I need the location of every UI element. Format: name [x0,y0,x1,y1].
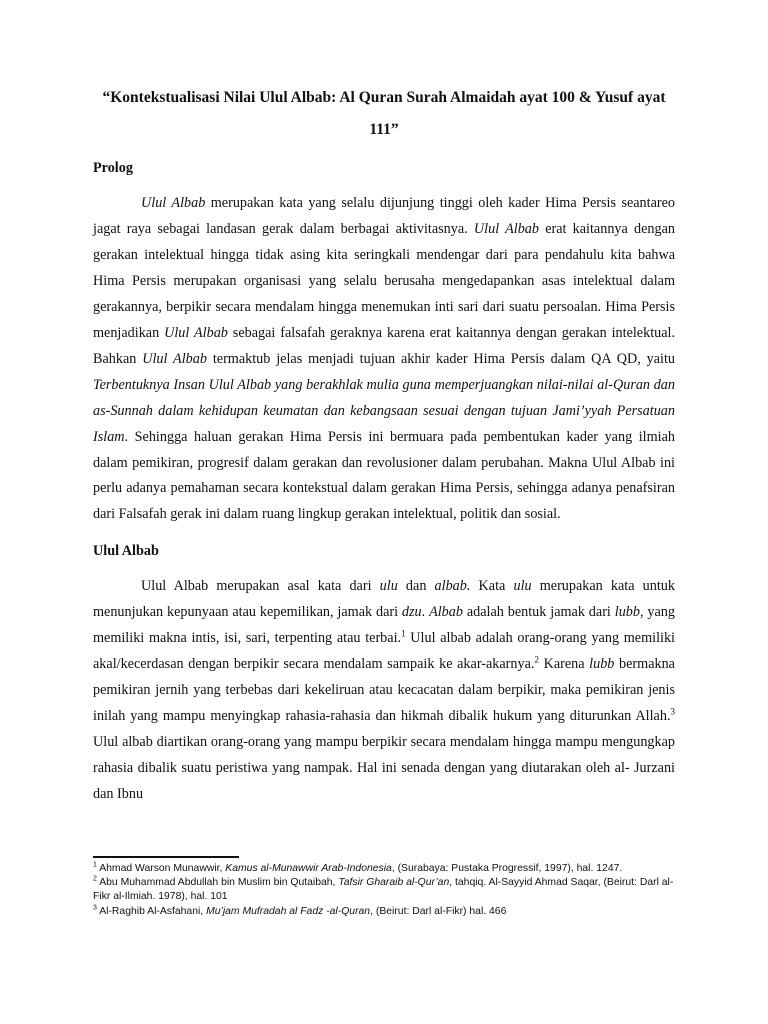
text-run: dan [397,578,435,595]
footnote-separator [93,856,239,858]
text-run: , yang memiliki makna intis, isi, sari, terpenting atau terbai. [93,604,675,647]
footnote-ref: 1 [93,861,97,869]
italic-text: albab. [434,578,471,595]
italic-text: Kamus al-Munawwir Arab-Indonesia [225,863,392,874]
italic-text: lubb [614,604,640,621]
text-run: , (Surabaya: Pustaka Progressif, 1997), hal. 1247. [391,863,623,874]
text-run: sebagai falsafah geraknya karena erat kaitannya dengan gerakan intelektual. Bahkan [93,324,676,367]
document-title: “Kontekstualisasi Nilai Ulul Albab: Al Quran Surah Almaidah ayat 100 & Yusuf ayat 111” [102,89,666,138]
italic-text: Mu’jam Mufradah al Fadz -al-Quran [206,905,371,917]
footnote-ref: 3 [670,706,675,717]
italic-text: Albab [429,604,463,621]
text-run: Ulul Albab merupakan asal kata dari [141,578,380,595]
footnote-ref: 3 [93,904,97,912]
text-run: Kata [470,578,514,595]
text-run: Ulul albab diartikan orang-orang yang mampu berpikir secara mendalam hingga mampu mengungkap rahasia dibalik suatu peristiwa yang nampak. Hal ini senada dengan yang diutarakan oleh al- Jurzani dan Ibnu [93,734,675,803]
text-run: Ahmad Warson Munawwir, [96,863,226,874]
italic-text: Terbentuknya Insan Ulul Albab yang berakhlak mulia guna memperjuangkan nilai-nilai al-Quran dan as-Sunnah dalam kehidupan keumatan dan kebangsaan sesuai dengan tujuan Jami’yyah Persatuan Islam [93,376,675,445]
paragraph-prolog [93,191,675,528]
document-page [93,82,675,808]
italic-text: lubb [589,656,615,673]
footnote-ref: 2 [534,654,539,665]
text-run: , tahqiq. Al-Sayyid Ahmad Saqar, (Beirut: Darl al-Fikr al-Ilmiah. 1978), hal. 101 [93,877,674,903]
italic-text: Ulul Albab [141,195,206,211]
footnote-ref: 2 [93,875,97,883]
section-heading-ulul-albab: Ulul Albab [93,543,159,560]
text-run: , (Beirut: Darl al-Fikr) hal. 466 [370,905,507,917]
text-run: termaktub jelas menjadi tujuan akhir kader Hima Persis dalam QA QD, yaitu [206,350,675,367]
footnote-ref: 1 [401,628,406,639]
text-run: merupakan kata yang selalu dijunjung tinggi oleh kader Hima Persis seantareo jagat raya sebagai landasan gerak dalam berbagai aktivitasnya. [93,195,676,237]
text-run: merupakan kata untuk menunjukan kepunyaan atau kepemilikan, jamak dari [93,578,675,621]
italic-text: dzu [401,604,422,621]
italic-text: Ulul Albab [473,220,539,237]
italic-text: ulu [513,578,532,595]
text-run: bermakna pemikiran jernih yang terbebas dari kekeliruan atau kecacatan dalam berpikir, maka pemikiran jenis inilah yang mampu menyingkap rahasia-rahasia dan hikmah dibalik hukum yang diturunkan Allah. [93,656,675,725]
text-run: . Sehingga haluan gerakan Hima Persis ini bermuara pada pembentukan kader yang ilmiah dalam pemikiran, progresif dalam gerakan dan revolusioner dalam perubahan. Makna Ulul Albab ini perlu adanya pemahaman secara kontekstual dalam gerakan Hima Persis, sehingga adanya penafsiran dari Falsafah gerak ini dalam ruang lingkup gerakan intelektual, politik dan sosial. [93,428,675,523]
italic-text: ulu [379,578,398,595]
text-run: adalah bentuk jamak dari [462,604,615,621]
paragraph-ulul-albab [93,574,675,808]
section-heading-prolog: Prolog [93,160,133,176]
footnote-3 [93,905,675,919]
footnote-1 [93,862,675,876]
footnotes [93,856,675,919]
text-run: Abu Muhammad Abdullah bin Muslim bin Qutaibah, [96,877,339,889]
footnote-2 [93,876,675,904]
text-run: erat kaitannya dengan gerakan intelektual hingga tidak asing kita seringkali mendengar dari para pendahulu kita bahwa Hima Persis merupakan organisasi yang selalu berusaha mengedapankan asas intelektual dalam gerakannya, berpikir secara mendalam hingga menemukan inti sari dari suatu persoalan. Hima Persis menjadikan [93,220,675,341]
italic-text: Ulul Albab [142,350,207,367]
italic-text: Tafsir Gharaib al-Qur’an [338,877,450,889]
text-run: . [421,604,430,621]
text-run: Al-Raghib Al-Asfahani, [96,905,207,917]
text-run: Ulul albab adalah orang-orang yang memiliki akal/kecerdasan dengan berpikir secara mendalam sampaik ke akar-akarnya. [93,630,675,673]
italic-text: Ulul Albab [164,324,228,341]
text-run: Karena [538,656,590,673]
